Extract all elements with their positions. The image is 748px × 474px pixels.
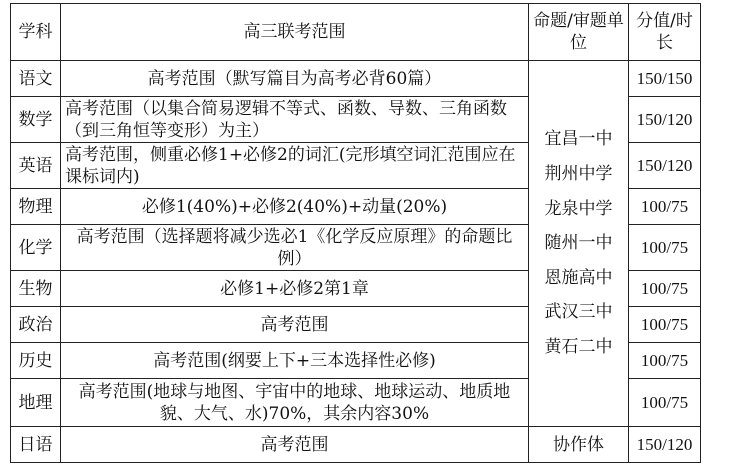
unit-name: 黄石二中 [544,336,613,357]
unit-name: 随州一中 [544,233,613,254]
score-cell: 150/120 [629,143,701,189]
subject-cell: 物理 [11,189,61,225]
scope-cell: 必修1+必修2第1章 [61,271,529,307]
scope-cell: 高考范围 [61,427,529,463]
score-cell: 100/75 [629,307,701,343]
subject-cell: 化学 [11,225,61,271]
header-scope: 高三联考范围 [61,4,529,61]
score-cell: 100/75 [629,189,701,225]
score-cell: 150/120 [629,97,701,143]
score-cell: 100/75 [629,379,701,427]
score-cell: 100/75 [629,225,701,271]
scope-cell: 高考范围（默写篇目为高考必背60篇） [61,61,529,97]
subject-cell: 英语 [11,143,61,189]
header-subject: 学科 [11,4,61,61]
unit-name: 龙泉中学 [544,198,613,219]
scope-cell: 高考范围（选择题将减少选必1《化学反应原理》的命题比例） [61,225,529,271]
header-score: 分值/时长 [629,4,701,61]
unit-name: 宜昌一中 [544,129,613,150]
subject-cell: 历史 [11,343,61,379]
score-cell: 150/150 [629,61,701,97]
unit-name: 武汉三中 [544,302,613,323]
table-row [11,61,701,97]
subject-cell: 数学 [11,97,61,143]
subject-cell: 政治 [11,307,61,343]
unit-name: 恩施高中 [544,267,613,288]
table-row [11,427,701,463]
header-row [11,4,701,61]
scope-cell: 高考范围，侧重必修1+必修2的词汇(完形填空词汇范围应在课标词内) [61,143,529,189]
coop-unit-cell: 协作体 [529,427,629,463]
subject-cell: 生物 [11,271,61,307]
subject-cell: 地理 [11,379,61,427]
scope-cell: 高考范围（以集合简易逻辑不等式、函数、导数、三角函数（到三角恒等变形）为主） [61,97,529,143]
unit-name: 荆州中学 [544,164,613,185]
scope-cell: 高考范围 [61,307,529,343]
scope-cell: 高考范围(地球与地图、宇宙中的地球、地球运动、地质地貌、大气、水)70%，其余内容30% [61,379,529,427]
exam-scope-table [10,3,701,463]
score-cell: 150/120 [629,427,701,463]
score-cell: 100/75 [629,271,701,307]
score-cell: 100/75 [629,343,701,379]
scope-cell: 必修1(40%)+必修2(40%)+动量(20%) [61,189,529,225]
scope-cell: 高考范围(纲要上下+三本选择性必修) [61,343,529,379]
unit-list-cell [529,61,629,427]
subject-cell: 日语 [11,427,61,463]
header-unit: 命题/审题单位 [529,4,629,61]
subject-cell: 语文 [11,61,61,97]
